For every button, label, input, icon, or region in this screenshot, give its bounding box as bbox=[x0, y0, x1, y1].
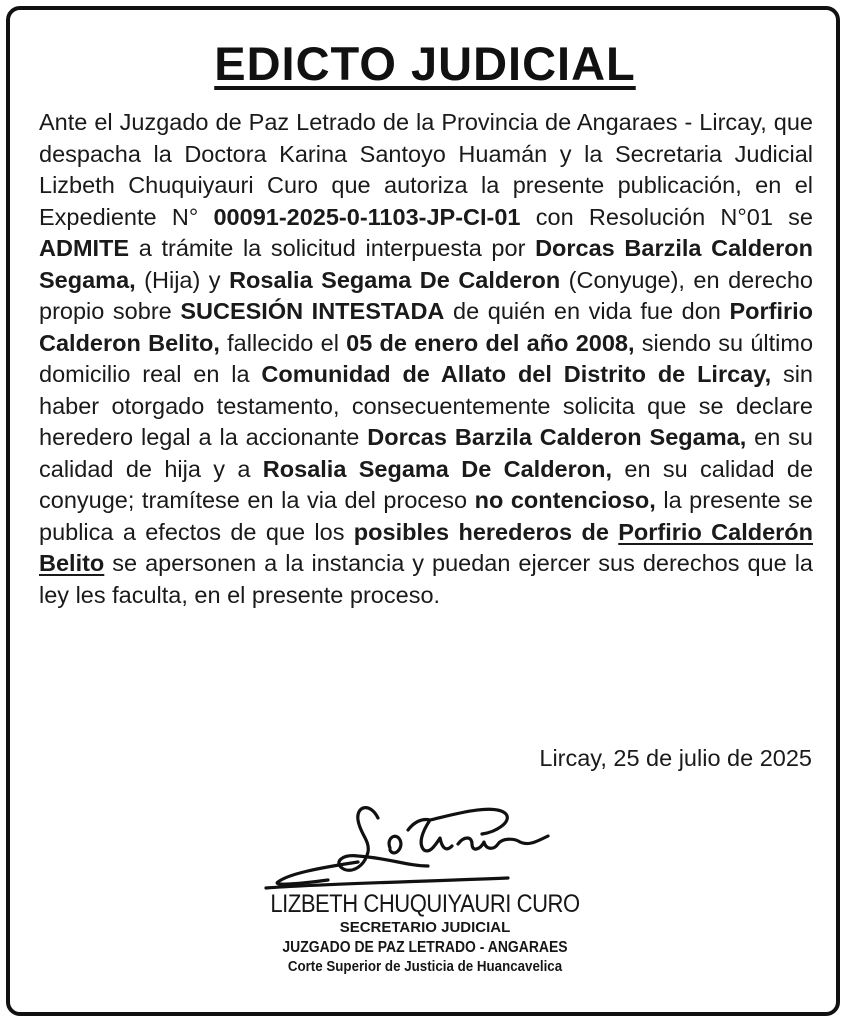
body-text-segment: (Hija) y bbox=[135, 266, 230, 293]
body-text-segment: en su calidad de hija y a bbox=[39, 424, 813, 482]
expediente-number: 00091-2025-0-1103-JP-CI-01 bbox=[213, 203, 521, 230]
last-address: Comunidad de Allato del Distrito de Lircay, bbox=[261, 361, 772, 387]
edict-title bbox=[0, 36, 850, 92]
body-text-segment: a trámite la solicitud interpuesta por bbox=[129, 235, 536, 261]
edict-title-text: EDICTO JUDICIAL bbox=[214, 37, 636, 90]
body-text-segment: con Resolución N°01 se bbox=[520, 203, 813, 230]
body-text-segment: de quién en vida fue don bbox=[444, 298, 730, 324]
applicant-name-2: Rosalia Segama De Calderon bbox=[229, 266, 561, 293]
body-text-segment: se apersonen a la instancia y puedan ejercer sus derechos que la ley les faculta, en el presente proceso. bbox=[39, 550, 813, 608]
body-text-segment: en su calidad de conyuge; tramítese en la via del proceso bbox=[39, 455, 814, 513]
admite-keyword: ADMITE bbox=[39, 235, 130, 261]
applicant-name-1: Dorcas Barzila Calderon Segama, bbox=[39, 235, 813, 293]
secretary-role: SECRETARIO JUDICIAL bbox=[339, 919, 511, 936]
body-text-segment: fallecido el bbox=[219, 329, 347, 356]
handwritten-signature bbox=[258, 788, 558, 898]
body-text-segment: Ante el Juzgado de Paz Letrado de la Provincia de Angaraes - Lircay, que despacha la Doctora Karina Santoyo Huamán y la Secretaria Judicial Lizbeth Chuquiyauri Curo que autoriza la presente publicación, en el Expediente N° bbox=[39, 109, 813, 230]
secretary-stamp bbox=[200, 890, 650, 976]
heir-name-1: Dorcas Barzila Calderon Segama, bbox=[367, 424, 747, 450]
court-name: JUZGADO DE PAZ LETRADO - ANGARAES bbox=[282, 939, 568, 956]
body-text-segment: sin haber otorgado testamento, consecuentemente solicita que se declare heredero legal a la accionante bbox=[39, 361, 813, 450]
death-date: 05 de enero del año 2008, bbox=[346, 329, 635, 356]
process-type: no contencioso, bbox=[474, 487, 656, 513]
place-date: Lircay, 25 de julio de 2025 bbox=[539, 745, 812, 771]
deceased-name: Porfirio Calderon Belito, bbox=[39, 298, 814, 356]
heir-name-2: Rosalia Segama De Calderon, bbox=[262, 455, 613, 482]
body-text-segment bbox=[609, 519, 618, 545]
superior-court-name: Corte Superior de Justicia de Huancavelica bbox=[287, 959, 563, 975]
edict-body bbox=[39, 107, 813, 611]
possible-heirs-phrase: posibles herederos de bbox=[353, 518, 609, 545]
body-text-segment: siendo su último domicilio real en la bbox=[39, 329, 814, 387]
case-subject: SUCESIÓN INTESTADA bbox=[180, 298, 445, 324]
body-text-segment: (Conyuge), en derecho propio sobre bbox=[39, 266, 813, 324]
deceased-name-underlined: Porfirio Calderón Belito bbox=[39, 518, 814, 576]
secretary-name: LIZBETH CHUQUIYAURI CURO bbox=[270, 890, 580, 918]
body-text-segment: la presente se publica a efectos de que los bbox=[39, 487, 813, 545]
